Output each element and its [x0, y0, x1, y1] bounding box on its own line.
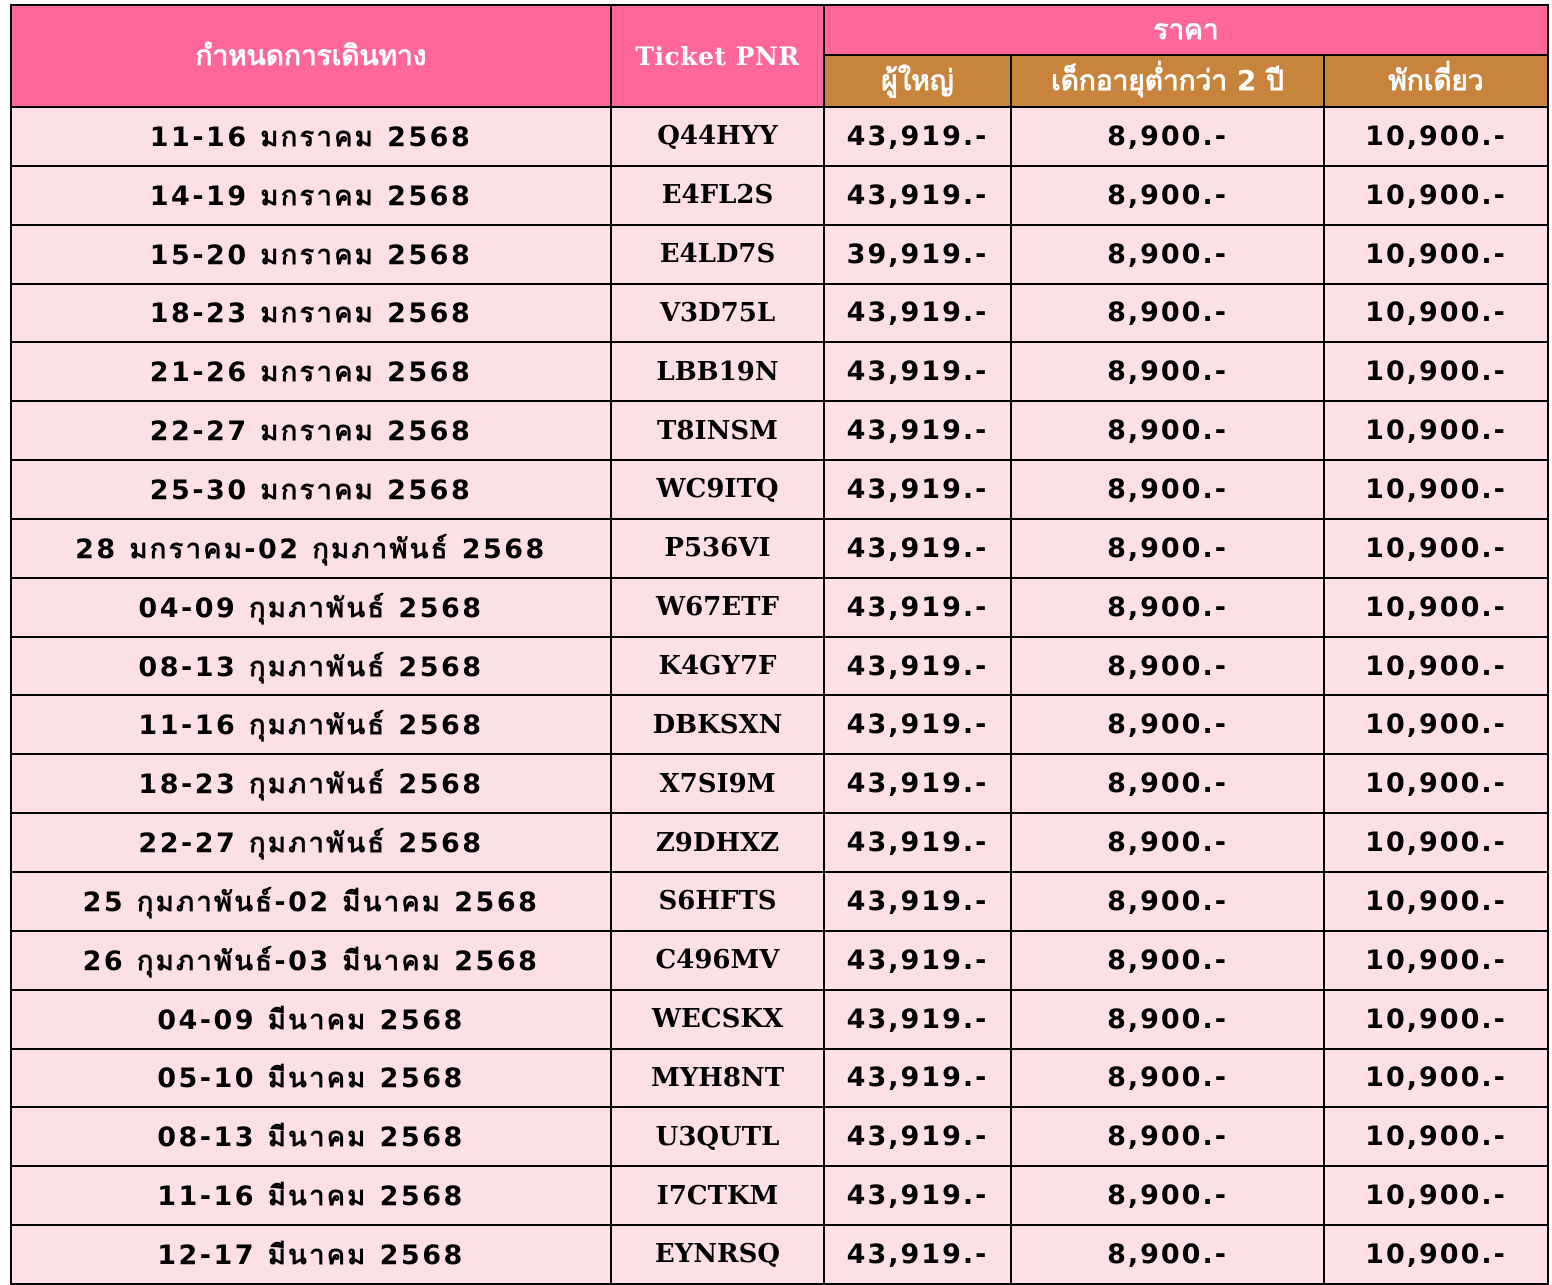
- travel-date-cell: 14-19 มกราคม 2568: [12, 167, 612, 226]
- header-travel-period: กำหนดการเดินทาง: [12, 6, 612, 108]
- single-supplement-cell: 10,900.-: [1325, 108, 1549, 167]
- travel-date-cell: 08-13 มีนาคม 2568: [12, 1108, 612, 1167]
- adult-price-cell: 43,919.-: [825, 579, 1012, 638]
- single-supplement-cell: 10,900.-: [1325, 167, 1549, 226]
- ticket-pnr-cell: K4GY7F: [612, 638, 825, 697]
- single-supplement-cell: 10,900.-: [1325, 991, 1549, 1050]
- single-supplement-cell: 10,900.-: [1325, 696, 1549, 755]
- adult-price-cell: 43,919.-: [825, 285, 1012, 344]
- travel-date-cell: 05-10 มีนาคม 2568: [12, 1050, 612, 1109]
- child-price-cell: 8,900.-: [1012, 1108, 1325, 1167]
- adult-price-cell: 43,919.-: [825, 520, 1012, 579]
- child-price-cell: 8,900.-: [1012, 402, 1325, 461]
- single-supplement-cell: 10,900.-: [1325, 520, 1549, 579]
- single-supplement-cell: 10,900.-: [1325, 638, 1549, 697]
- child-price-cell: 8,900.-: [1012, 873, 1325, 932]
- single-supplement-cell: 10,900.-: [1325, 1226, 1549, 1285]
- header-child-under-2: เด็กอายุต่ำกว่า 2 ปี: [1012, 56, 1325, 108]
- ticket-pnr-cell: W67ETF: [612, 579, 825, 638]
- header-single-supplement: พักเดี่ยว: [1325, 56, 1549, 108]
- travel-date-cell: 18-23 มกราคม 2568: [12, 285, 612, 344]
- adult-price-cell: 43,919.-: [825, 755, 1012, 814]
- adult-price-cell: 39,919.-: [825, 226, 1012, 285]
- single-supplement-cell: 10,900.-: [1325, 814, 1549, 873]
- travel-date-cell: 12-17 มีนาคม 2568: [12, 1226, 612, 1285]
- adult-price-cell: 43,919.-: [825, 638, 1012, 697]
- ticket-pnr-cell: P536VI: [612, 520, 825, 579]
- child-price-cell: 8,900.-: [1012, 932, 1325, 991]
- header-adult: ผู้ใหญ่: [825, 56, 1012, 108]
- single-supplement-cell: 10,900.-: [1325, 285, 1549, 344]
- ticket-pnr-cell: T8INSM: [612, 402, 825, 461]
- adult-price-cell: 43,919.-: [825, 1050, 1012, 1109]
- adult-price-cell: 43,919.-: [825, 402, 1012, 461]
- child-price-cell: 8,900.-: [1012, 1167, 1325, 1226]
- single-supplement-cell: 10,900.-: [1325, 343, 1549, 402]
- adult-price-cell: 43,919.-: [825, 814, 1012, 873]
- travel-date-cell: 15-20 มกราคม 2568: [12, 226, 612, 285]
- travel-date-cell: 11-16 มกราคม 2568: [12, 108, 612, 167]
- ticket-pnr-cell: LBB19N: [612, 343, 825, 402]
- ticket-pnr-cell: V3D75L: [612, 285, 825, 344]
- travel-date-cell: 22-27 กุมภาพันธ์ 2568: [12, 814, 612, 873]
- ticket-pnr-cell: Q44HYY: [612, 108, 825, 167]
- travel-date-cell: 04-09 กุมภาพันธ์ 2568: [12, 579, 612, 638]
- child-price-cell: 8,900.-: [1012, 461, 1325, 520]
- ticket-pnr-cell: DBKSXN: [612, 696, 825, 755]
- child-price-cell: 8,900.-: [1012, 814, 1325, 873]
- child-price-cell: 8,900.-: [1012, 991, 1325, 1050]
- travel-date-cell: 11-16 กุมภาพันธ์ 2568: [12, 696, 612, 755]
- travel-date-cell: 08-13 กุมภาพันธ์ 2568: [12, 638, 612, 697]
- ticket-pnr-cell: E4LD7S: [612, 226, 825, 285]
- ticket-pnr-cell: X7SI9M: [612, 755, 825, 814]
- travel-date-cell: 21-26 มกราคม 2568: [12, 343, 612, 402]
- single-supplement-cell: 10,900.-: [1325, 226, 1549, 285]
- travel-date-cell: 04-09 มีนาคม 2568: [12, 991, 612, 1050]
- adult-price-cell: 43,919.-: [825, 108, 1012, 167]
- ticket-pnr-cell: U3QUTL: [612, 1108, 825, 1167]
- child-price-cell: 8,900.-: [1012, 638, 1325, 697]
- adult-price-cell: 43,919.-: [825, 932, 1012, 991]
- travel-date-cell: 18-23 กุมภาพันธ์ 2568: [12, 755, 612, 814]
- single-supplement-cell: 10,900.-: [1325, 932, 1549, 991]
- ticket-pnr-cell: C496MV: [612, 932, 825, 991]
- single-supplement-cell: 10,900.-: [1325, 873, 1549, 932]
- adult-price-cell: 43,919.-: [825, 696, 1012, 755]
- single-supplement-cell: 10,900.-: [1325, 1108, 1549, 1167]
- ticket-pnr-cell: S6HFTS: [612, 873, 825, 932]
- adult-price-cell: 43,919.-: [825, 343, 1012, 402]
- child-price-cell: 8,900.-: [1012, 755, 1325, 814]
- price-table: [10, 4, 1549, 1285]
- ticket-pnr-cell: I7CTKM: [612, 1167, 825, 1226]
- header-ticket-pnr: Ticket PNR: [612, 6, 825, 108]
- travel-date-cell: 25-30 มกราคม 2568: [12, 461, 612, 520]
- adult-price-cell: 43,919.-: [825, 461, 1012, 520]
- child-price-cell: 8,900.-: [1012, 579, 1325, 638]
- travel-date-cell: 11-16 มีนาคม 2568: [12, 1167, 612, 1226]
- single-supplement-cell: 10,900.-: [1325, 1167, 1549, 1226]
- adult-price-cell: 43,919.-: [825, 167, 1012, 226]
- travel-date-cell: 26 กุมภาพันธ์-03 มีนาคม 2568: [12, 932, 612, 991]
- adult-price-cell: 43,919.-: [825, 1167, 1012, 1226]
- child-price-cell: 8,900.-: [1012, 108, 1325, 167]
- adult-price-cell: 43,919.-: [825, 1108, 1012, 1167]
- child-price-cell: 8,900.-: [1012, 343, 1325, 402]
- ticket-pnr-cell: WC9ITQ: [612, 461, 825, 520]
- ticket-pnr-cell: EYNRSQ: [612, 1226, 825, 1285]
- child-price-cell: 8,900.-: [1012, 520, 1325, 579]
- adult-price-cell: 43,919.-: [825, 873, 1012, 932]
- ticket-pnr-cell: WECSKX: [612, 991, 825, 1050]
- header-price: ราคา: [825, 6, 1549, 56]
- child-price-cell: 8,900.-: [1012, 285, 1325, 344]
- single-supplement-cell: 10,900.-: [1325, 461, 1549, 520]
- single-supplement-cell: 10,900.-: [1325, 1050, 1549, 1109]
- child-price-cell: 8,900.-: [1012, 167, 1325, 226]
- ticket-pnr-cell: MYH8NT: [612, 1050, 825, 1109]
- ticket-pnr-cell: E4FL2S: [612, 167, 825, 226]
- child-price-cell: 8,900.-: [1012, 1226, 1325, 1285]
- single-supplement-cell: 10,900.-: [1325, 402, 1549, 461]
- ticket-pnr-cell: Z9DHXZ: [612, 814, 825, 873]
- adult-price-cell: 43,919.-: [825, 991, 1012, 1050]
- travel-date-cell: 28 มกราคม-02 กุมภาพันธ์ 2568: [12, 520, 612, 579]
- travel-date-cell: 25 กุมภาพันธ์-02 มีนาคม 2568: [12, 873, 612, 932]
- child-price-cell: 8,900.-: [1012, 226, 1325, 285]
- child-price-cell: 8,900.-: [1012, 696, 1325, 755]
- single-supplement-cell: 10,900.-: [1325, 579, 1549, 638]
- adult-price-cell: 43,919.-: [825, 1226, 1012, 1285]
- single-supplement-cell: 10,900.-: [1325, 755, 1549, 814]
- travel-date-cell: 22-27 มกราคม 2568: [12, 402, 612, 461]
- child-price-cell: 8,900.-: [1012, 1050, 1325, 1109]
